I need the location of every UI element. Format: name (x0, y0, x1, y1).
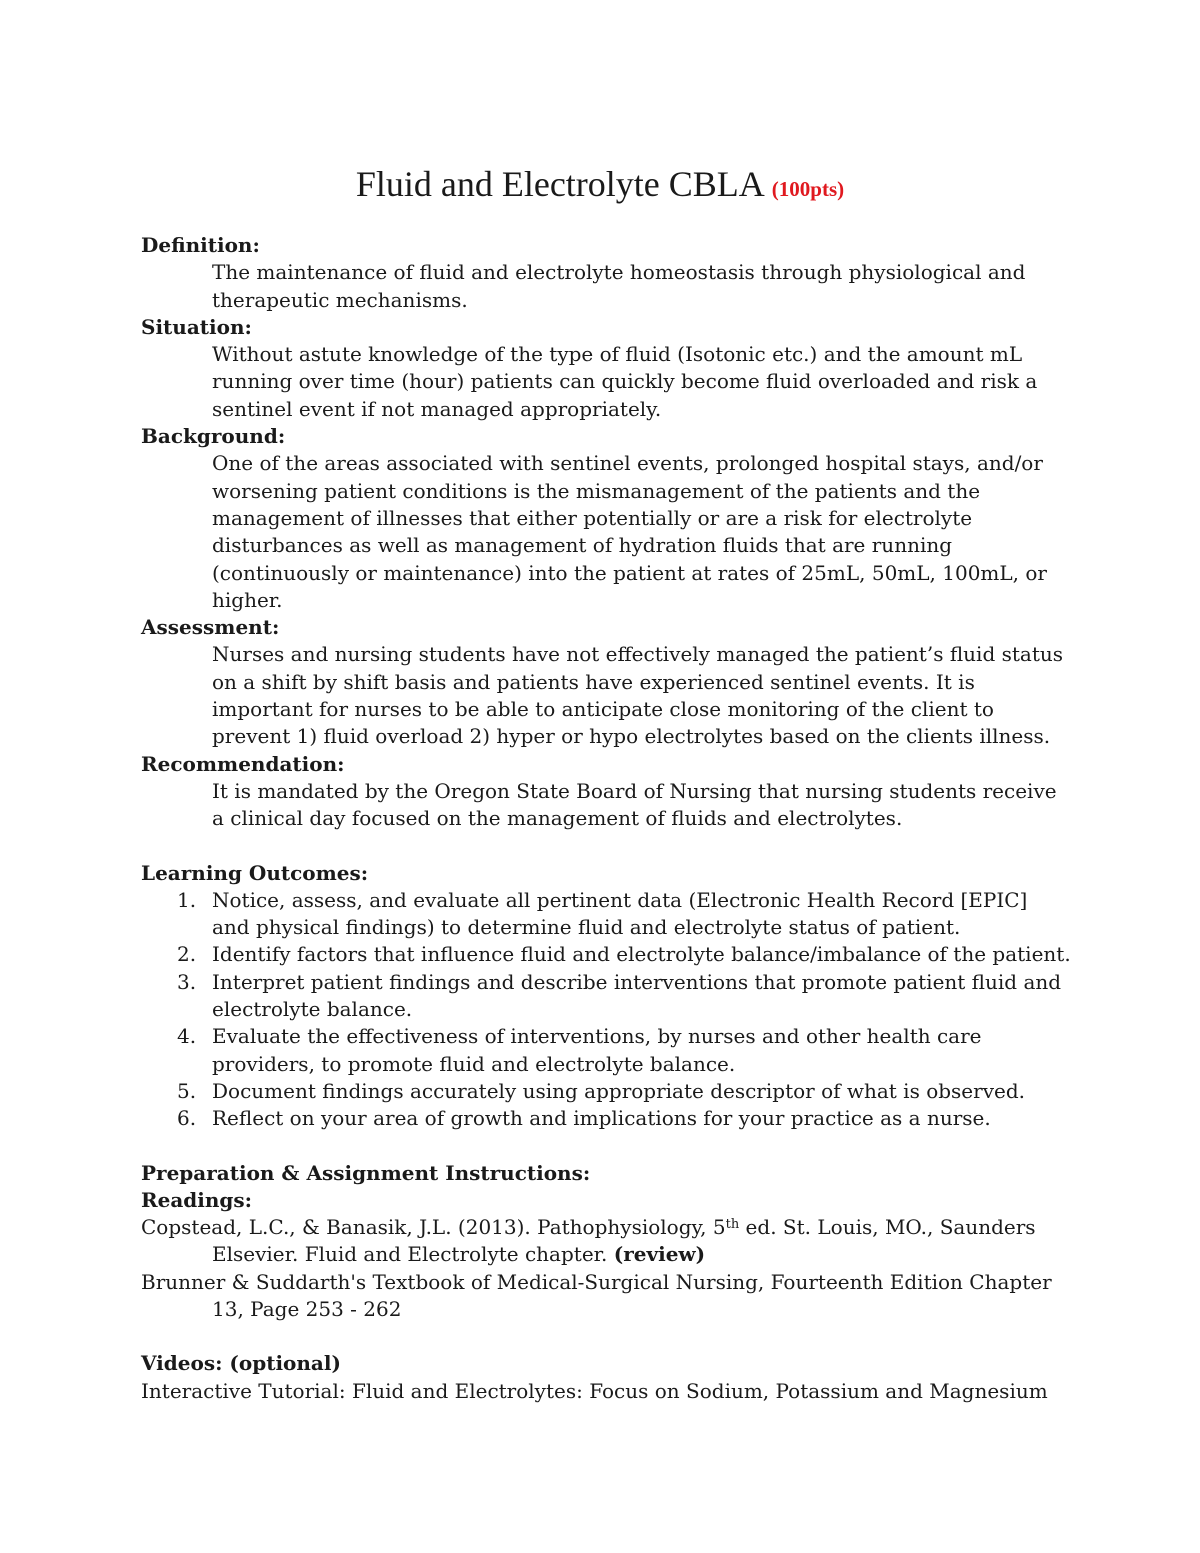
situation-text: Without astute knowledge of the type of fluid (Isotonic etc.) and the amount mL running over time (hour) patients can quickly become fluid overloaded and risk a sentinel event if not managed appropriately. (212, 342, 1038, 421)
learning-outcomes-heading: Learning Outcomes: (141, 860, 369, 885)
spacer (141, 1323, 1071, 1350)
list-item-text: Document findings accurately using appropriate descriptor of what is observed. (212, 1078, 1025, 1103)
spacer (141, 833, 1071, 860)
list-item (141, 887, 1071, 942)
recommendation-text: It is mandated by the Oregon State Board of Nursing that nursing students receive a clinical day focused on the management of fluids and electrolytes. (212, 778, 1057, 831)
list-number: 3. (177, 969, 197, 994)
list-item-text: Evaluate the effectiveness of interventions, by nurses and other health care providers, to promote fluid and electrolyte balance. (212, 1024, 982, 1076)
citation-text: ed. St. Louis, MO., Saunders Elsevier. Fluid and Electrolyte chapter. (212, 1215, 1036, 1267)
video-tutorial: Interactive Tutorial: Fluid and Electrolytes: Focus on Sodium, Potassium and Magnesium (141, 1378, 1048, 1403)
list-number: 2. (177, 942, 197, 967)
spacer (141, 1133, 1071, 1160)
list-item-text: Reflect on your area of growth and implications for your practice as a nurse. (212, 1106, 991, 1131)
definition-text: The maintenance of fluid and electrolyte homeostasis through physiological and therapeutic mechanisms. (212, 260, 1026, 312)
citation-note: (review) (613, 1242, 706, 1267)
citation-superscript: th (725, 1217, 740, 1233)
preparation-heading: Preparation & Assignment Instructions: (141, 1160, 591, 1185)
citation-text: Brunner & Suddarth's Textbook of Medical-Surgical Nursing, Fourteenth Edition Chapter 13, Page 253 - 262 (141, 1269, 1052, 1321)
readings-heading: Readings: (141, 1187, 253, 1212)
list-item (141, 969, 1071, 1024)
assessment-heading: Assessment: (141, 615, 280, 640)
document-title (0, 160, 1200, 213)
document-body (141, 232, 1071, 1405)
citation-text: Copstead, L.C., & Banasik, J.L. (2013). Pathophysiology, 5 (141, 1215, 726, 1240)
list-item (141, 1105, 1071, 1132)
list-item-text: Identify factors that influence fluid and electrolyte balance/imbalance of the patient. (212, 942, 1071, 967)
title-text: Fluid and Electrolyte CBLA (355, 164, 763, 204)
recommendation-heading: Recommendation: (141, 751, 345, 776)
list-item-text: Interpret patient findings and describe interventions that promote patient fluid and electrolyte balance. (212, 969, 1062, 1022)
list-number: 5. (177, 1078, 197, 1103)
situation-heading: Situation: (141, 314, 252, 339)
reading-citation (141, 1214, 1071, 1269)
list-item (141, 1023, 1071, 1078)
background-text: One of the areas associated with sentinel events, prolonged hospital stays, and/or worsening patient conditions is the mismanagement of the patients and the management of illnesses that either potentially or are a risk for electrolyte disturbances as well as management of hydration fluids that are running (continuously or maintenance) into the patient at rates of 25mL, 50mL, 100mL, or higher. (212, 451, 1047, 612)
list-item (141, 941, 1071, 968)
list-number: 1. (177, 887, 197, 912)
list-number: 6. (177, 1106, 197, 1131)
reading-citation (141, 1269, 1071, 1324)
assessment-text: Nurses and nursing students have not effectively managed the patient’s fluid status on a shift by shift basis and patients have experienced sentinel events. It is important for nurses to be able to anticipate close monitoring of the client to prevent 1) fluid overload 2) hyper or hypo electrolytes based on the clients illness. (212, 642, 1064, 749)
definition-heading: Definition: (141, 233, 260, 257)
background-heading: Background: (141, 424, 286, 449)
videos-heading: Videos: (optional) (141, 1351, 341, 1376)
learning-outcomes-list (141, 887, 1071, 1133)
list-number: 4. (177, 1024, 197, 1049)
points-badge: (100pts) (771, 177, 845, 201)
list-item-text: Notice, assess, and evaluate all pertinent data (Electronic Health Record [EPIC] and physical findings) to determine fluid and electrolyte status of patient. (212, 887, 1028, 940)
list-item (141, 1078, 1071, 1105)
